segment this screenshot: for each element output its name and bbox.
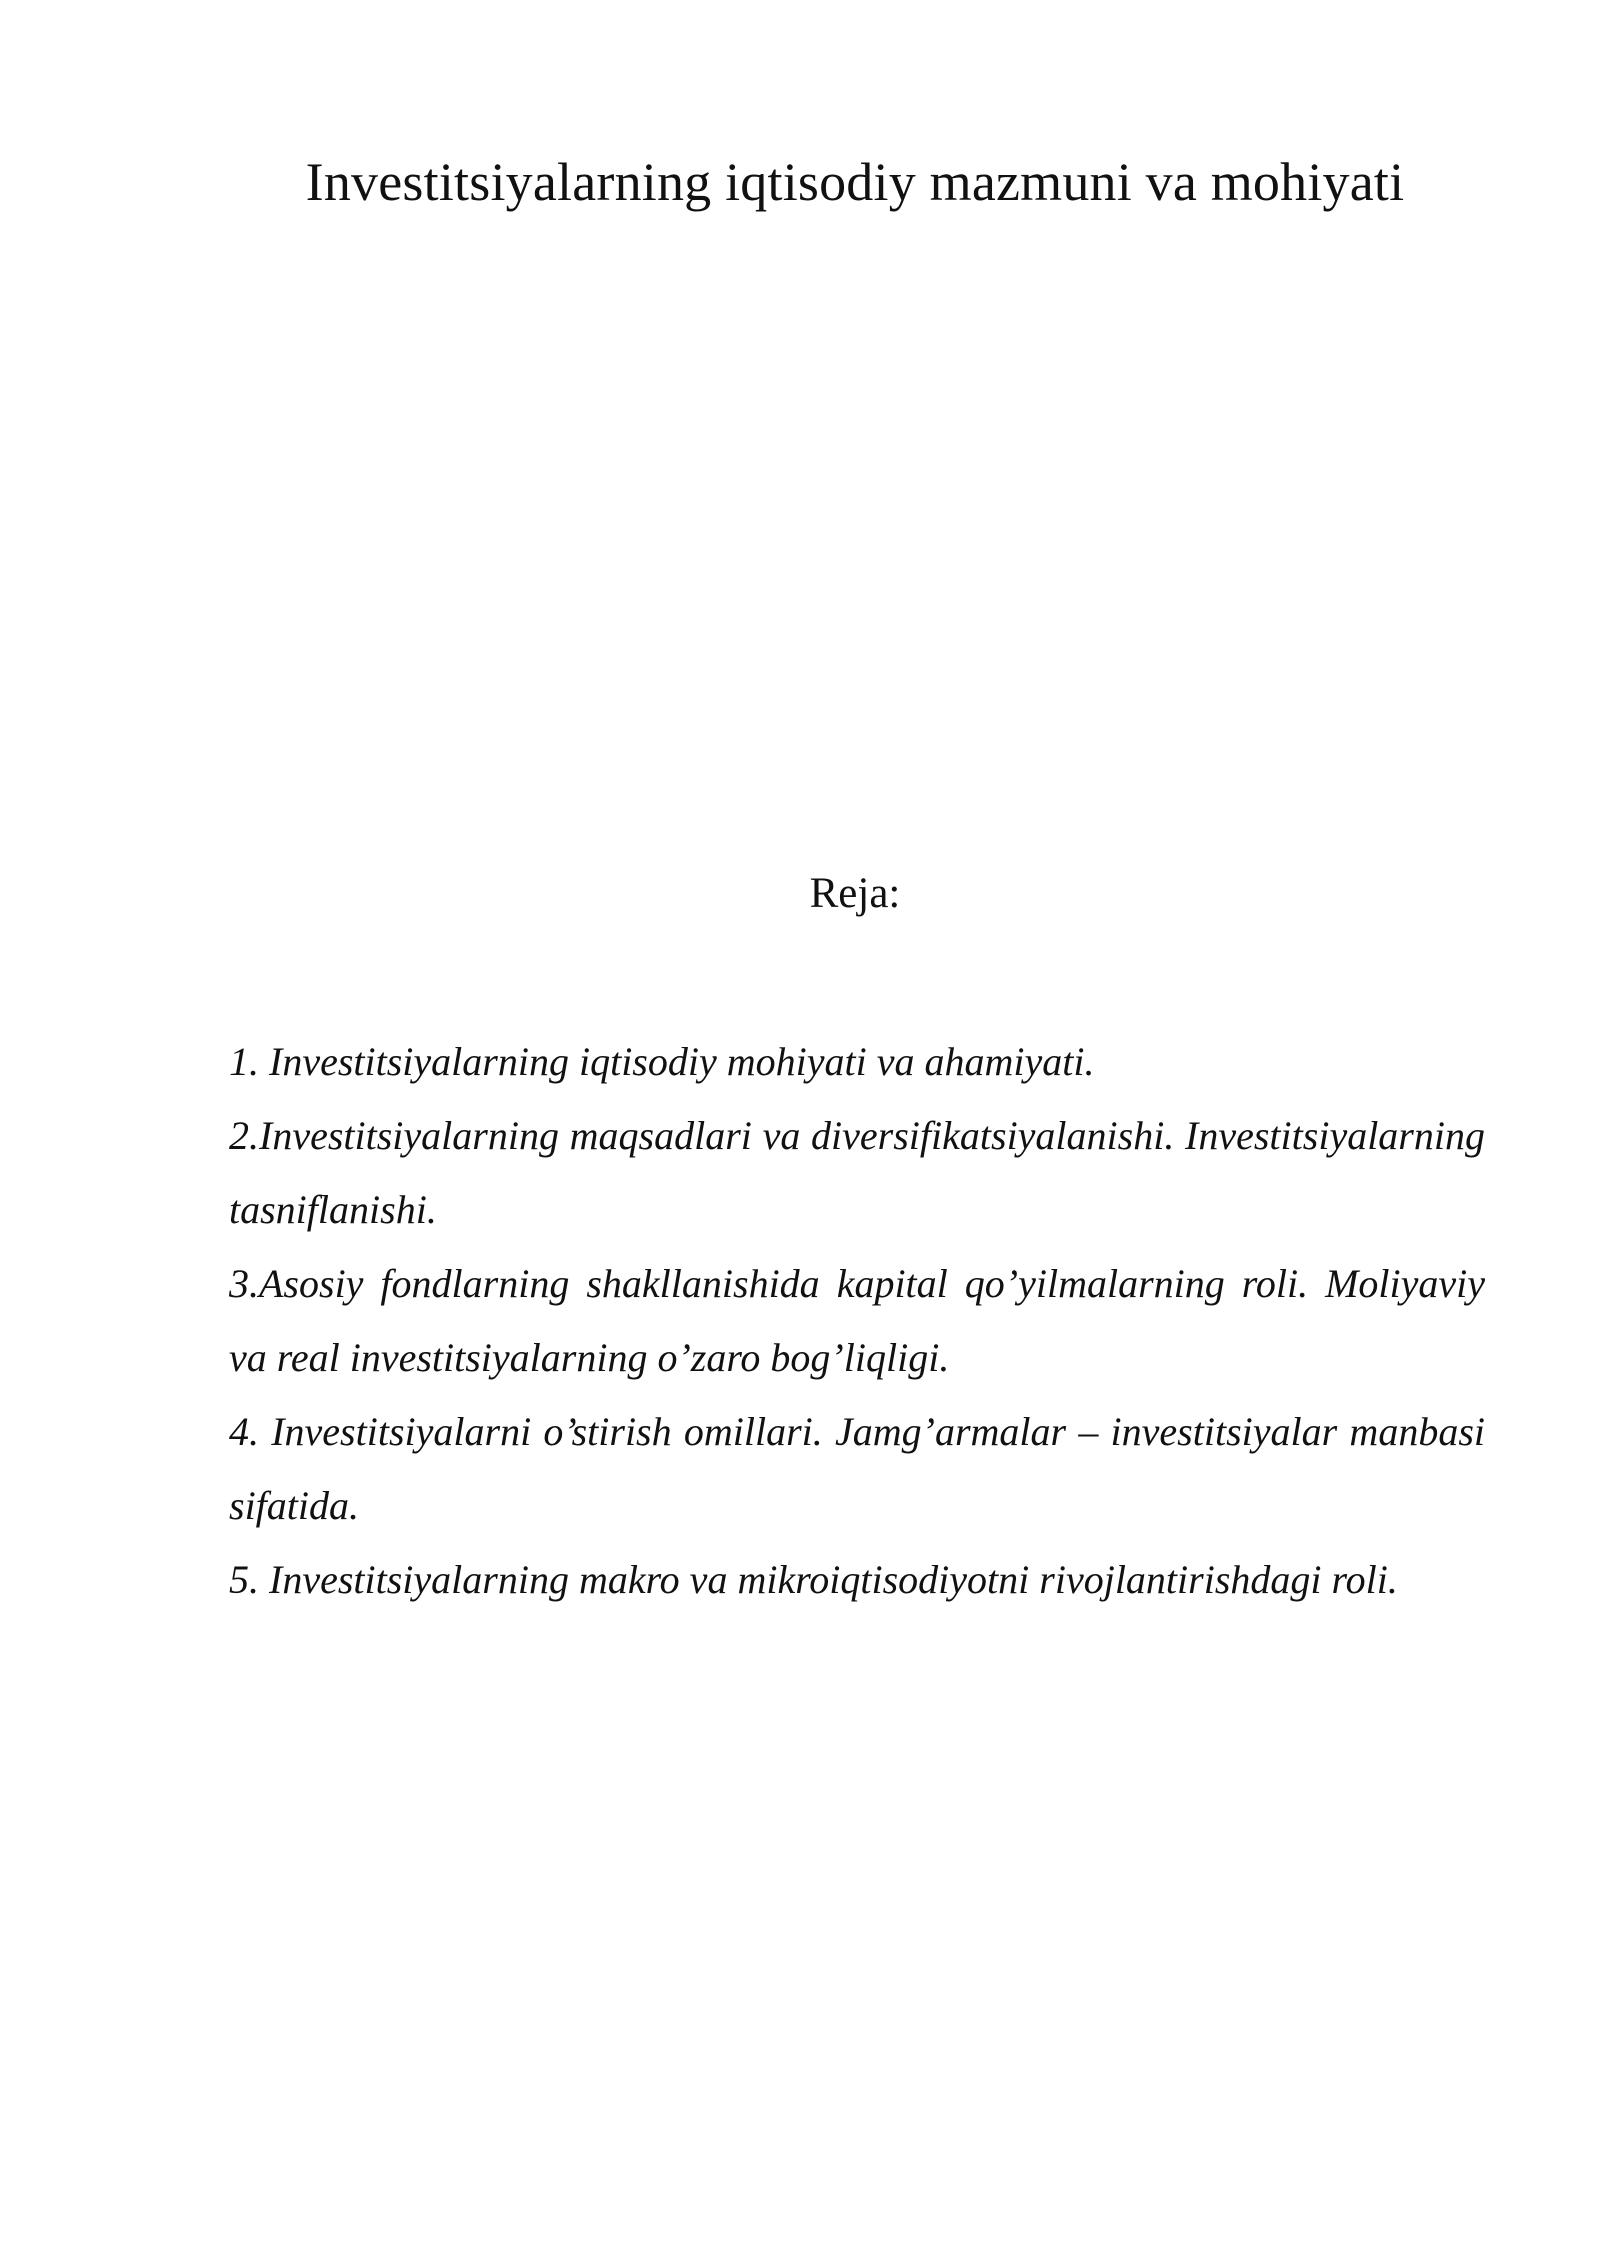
- plan-item-1: 1. Investitsiyalarning iqtisodiy mohiyati va ahamiyati.: [229, 1039, 1095, 1084]
- document-title: Investitsiyalarning iqtisodiy mazmuni va mohiyati: [305, 152, 1405, 212]
- plan-item-5: 5. Investitsiyalarning makro va mikroiqtisodiyotni rivojlantirishdagi roli.: [229, 1557, 1398, 1602]
- plan-item-4: 4. Investitsiyalarni o’stirish omillari. Jamg’armalar – investitsiyalar manbasi sifatida.: [229, 1409, 1485, 1528]
- plan-list: [229, 1025, 1485, 1617]
- plan-item-2: 2.Investitsiyalarning maqsadlari va diversifikatsiyalanishi. Investitsiyalarning tasniflanishi.: [229, 1113, 1485, 1232]
- plan-item-3: 3.Asosiy fondlarning shakllanishida kapital qo’yilmalarning roli. Moliyaviy va real investitsiyalarning o’zaro bog’liqligi.: [229, 1261, 1485, 1380]
- plan-heading: Reja:: [809, 870, 901, 917]
